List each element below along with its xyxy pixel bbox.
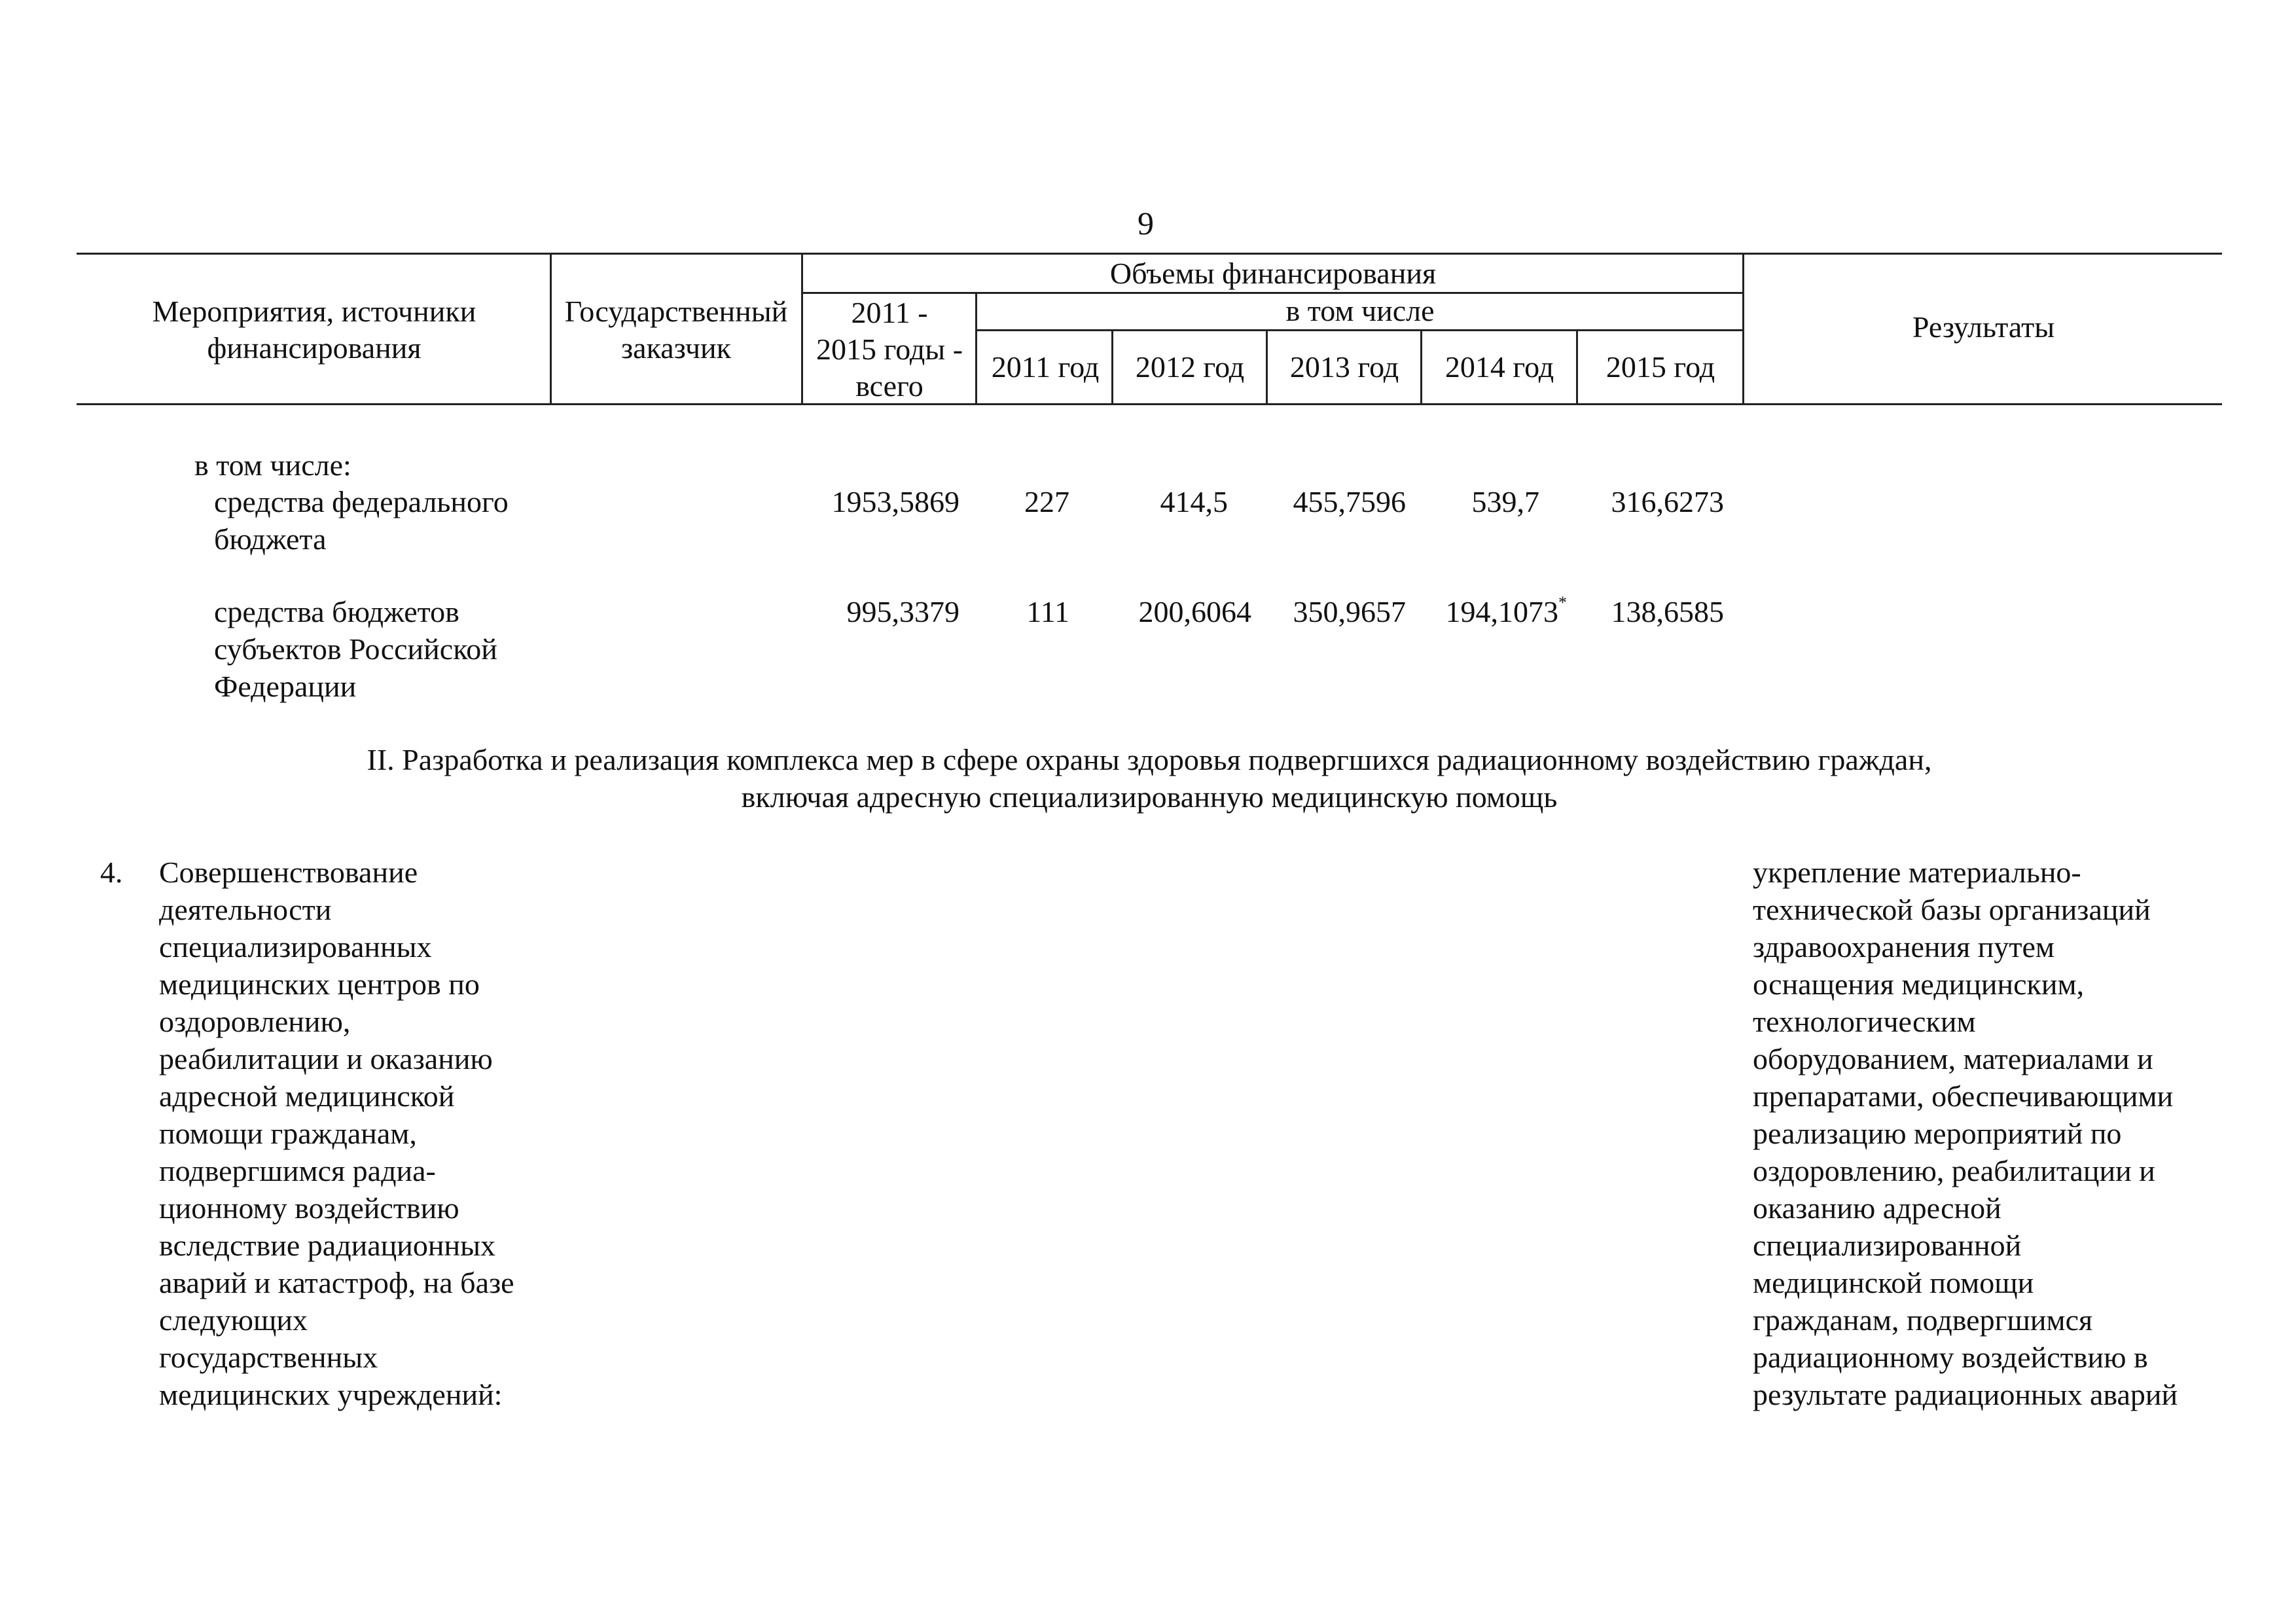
row-regional-2014 [1422, 593, 1567, 630]
item-4-description-line: специализированных [159, 930, 432, 964]
row-federal-2014: 539,7 [1471, 485, 1539, 518]
row-federal-label-line1: средства федерального [214, 485, 509, 518]
item-4-result-line: оснащения медицинским, [1753, 967, 2085, 1001]
item-4-result-line: оздоровлению, реабилитации и [1753, 1154, 2155, 1187]
header-customer [548, 293, 804, 367]
row-federal-2015: 316,6273 [1611, 485, 1724, 518]
header-year-2015: 2015 год [1605, 350, 1715, 384]
row-regional-2011: 111 [1026, 595, 1069, 628]
item-4-result-line: здравоохранения путем [1753, 930, 2055, 964]
item-4-description-line: медицинских центров по [159, 967, 480, 1001]
item-4-result-line: технологическим [1753, 1005, 1976, 1038]
item-4-description [159, 854, 514, 1413]
header-year-2014: 2014 год [1444, 350, 1554, 384]
header-year-2012: 2012 год [1135, 350, 1245, 384]
header-total-line2: 2015 годы - [816, 333, 963, 366]
row-federal-2011: 227 [1024, 485, 1069, 518]
header-results: Результаты [1912, 310, 2055, 344]
item-4-result-line: оборудованием, материалами и [1753, 1042, 2153, 1075]
row-regional-2013: 350,9657 [1293, 595, 1406, 628]
item-4-result-line: радиационному воздействию в [1753, 1341, 2148, 1374]
item-4-description-line: вследствие радиационных [159, 1229, 496, 1262]
including-label: в том числе: [194, 448, 351, 482]
item-4-description-line: следующих [159, 1303, 308, 1337]
section-title [77, 741, 2222, 816]
row-regional-2014-value: 194,1073 [1445, 595, 1558, 628]
header-customer-line2: заказчик [620, 331, 731, 365]
header-total-line3: всего [855, 369, 924, 403]
item-4-description-line: оздоровлению, [159, 1005, 351, 1038]
row-federal-total: 1953,5869 [831, 485, 960, 518]
item-4-number: 4. [100, 856, 123, 889]
item-4-result-line: гражданам, подвергшимся [1753, 1303, 2093, 1337]
item-4-result-line: укрепление материально- [1753, 856, 2081, 889]
row-regional-label-line1: средства бюджетов [214, 595, 459, 628]
header-total-line1: 2011 - [851, 296, 928, 329]
header-bottom-rule [77, 403, 2222, 405]
item-4-description-line: помощи гражданам, [159, 1117, 417, 1150]
item-4-result-line: реализацию мероприятий по [1753, 1117, 2122, 1150]
item-4-result-line: технической базы организаций [1753, 893, 2151, 926]
item-4-description-line: реабилитации и оказанию [159, 1042, 493, 1075]
row-federal-label [214, 483, 509, 558]
row-federal-label-line2: бюджета [214, 522, 327, 556]
item-4-result-line: препаратами, обеспечивающими [1753, 1079, 2174, 1113]
header-financing: Объемы финансирования [1109, 257, 1437, 290]
item-4-description-line: подвергшимся радиа- [159, 1154, 436, 1187]
row-regional-label-line3: Федерации [214, 670, 357, 703]
item-4-description-line: Совершенствование [159, 856, 418, 889]
item-4-result-line: медицинской помощи [1753, 1266, 2034, 1299]
row-regional-2012: 200,6064 [1138, 595, 1251, 628]
section-title-line1: II. Разработка и реализация комплекса мер в сфере охраны здоровья подвергшихся радиационному воздействию граждан, [367, 743, 1932, 776]
item-4-description-line: ционному воздействию [159, 1191, 459, 1225]
row-federal-2013: 455,7596 [1293, 485, 1406, 518]
row-regional-total: 995,3379 [846, 595, 960, 628]
item-4-description-line: деятельности [159, 893, 332, 926]
row-regional-label [214, 593, 497, 705]
section-title-line2: включая адресную специализированную медицинскую помощь [741, 780, 1558, 814]
header-total [802, 295, 977, 405]
header-top-rule [77, 253, 2222, 255]
row-federal-2012: 414,5 [1160, 485, 1228, 518]
footnote-asterisk: * [1558, 593, 1567, 612]
item-4-description-line: медицинских учреждений: [159, 1378, 503, 1411]
item-4-result-line: оказанию адресной [1753, 1191, 2001, 1225]
item-4-result-line: специализированной [1753, 1229, 2022, 1262]
row-regional-label-line2: субъектов Российской [214, 632, 497, 666]
item-4-description-line: адресной медицинской [159, 1079, 455, 1113]
item-4-result-line: результате радиационных аварий [1753, 1378, 2178, 1411]
header-including: в том числе [1285, 294, 1435, 327]
including-rule [975, 329, 1742, 331]
row-regional-2015: 138,6585 [1611, 595, 1724, 628]
item-4-results [1753, 854, 2178, 1413]
header-activities: Мероприятия, источники финансирования [152, 295, 476, 365]
header-customer-line1: Государственный [564, 295, 788, 328]
page-number: 9 [1138, 205, 1154, 242]
item-4-description-line: аварий и катастроф, на базе [159, 1266, 514, 1299]
item-4-description-line: государственных [159, 1341, 378, 1374]
header-year-2013: 2013 год [1289, 350, 1399, 384]
header-year-2011: 2011 год [991, 350, 1100, 384]
